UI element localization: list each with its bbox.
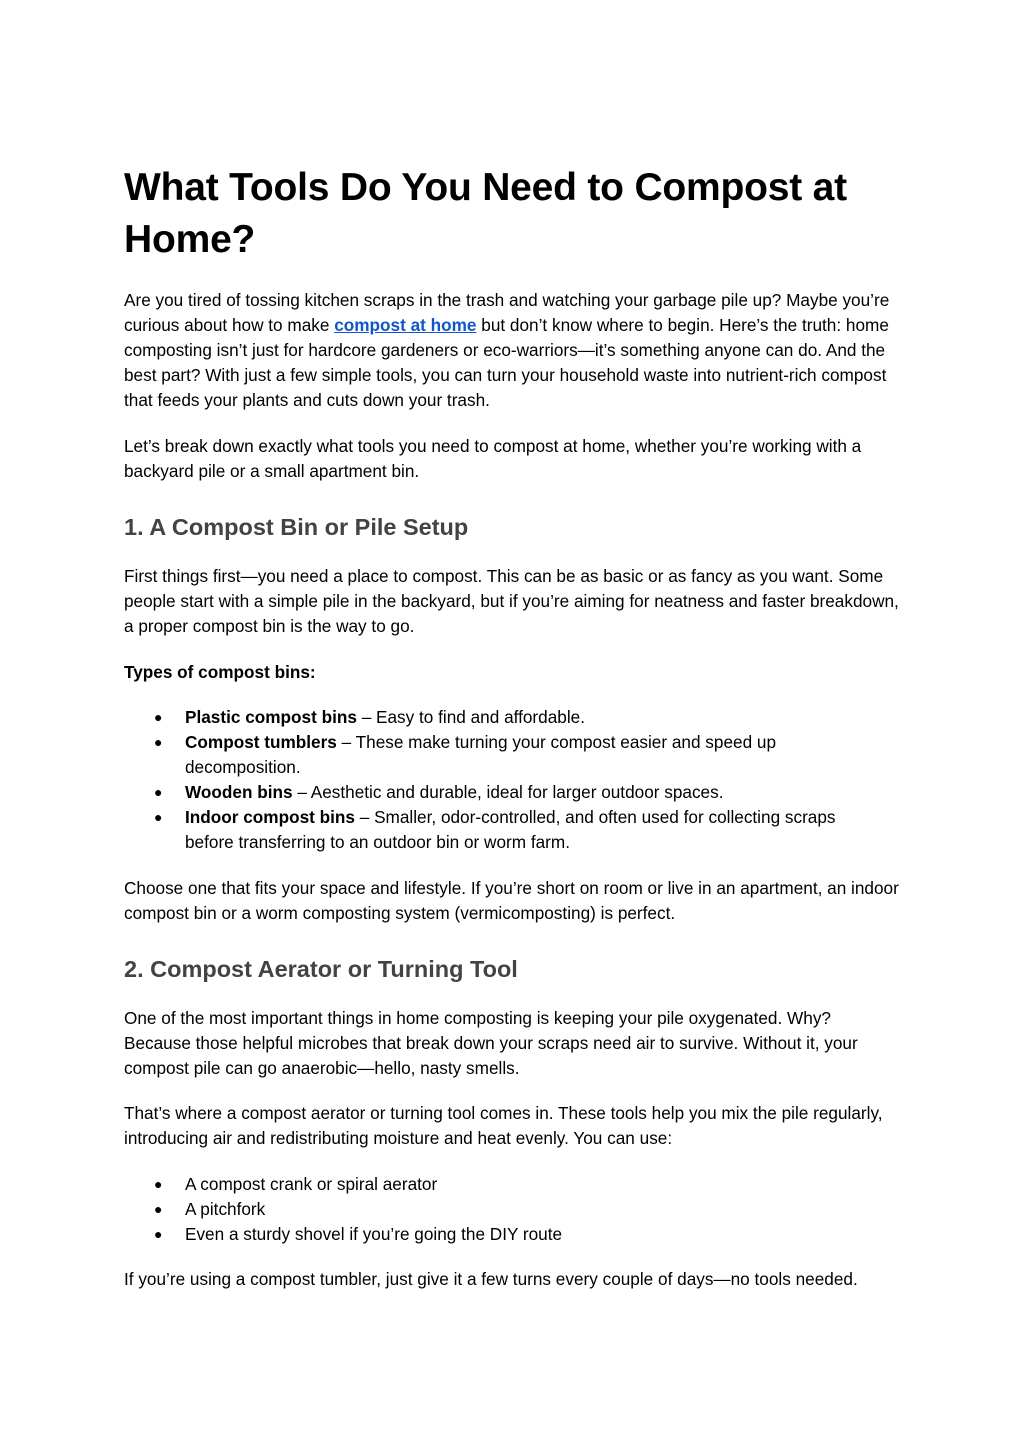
section-2-paragraph-2: That’s where a compost aerator or turning tool comes in. These tools help you mix the pile regularly, introducing air and redistributing moisture and heat evenly. You can use: — [124, 1103, 883, 1148]
section-2-paragraph-1: One of the most important things in home composting is keeping your pile oxygenated. Why? Because those helpful microbes that break down your scraps need air to survive. Without it, your compost pile can go anaerobic—hello, nasty smells. — [124, 1008, 858, 1078]
list-item — [124, 805, 900, 855]
bullet-icon: ● — [154, 709, 163, 725]
bullet-icon: ● — [154, 809, 163, 825]
list-item-text: A compost crank or spiral aerator — [185, 1174, 438, 1194]
bullet-icon: ● — [154, 784, 163, 800]
intro-text-before-link: Are you tired of tossing kitchen scraps in the trash and watching your garbage pile up? Maybe you’re curious about how to make — [124, 290, 890, 335]
bullet-icon: ● — [154, 1226, 163, 1242]
list-item-term: Plastic compost bins — [185, 707, 357, 727]
turning-tools-list — [124, 1172, 900, 1247]
list-item-term: Compost tumblers — [185, 732, 337, 752]
section-2-closing: If you’re using a compost tumbler, just give it a few turns every couple of days—no tools needed. — [124, 1269, 858, 1289]
page-title: What Tools Do You Need to Compost at Home? — [124, 166, 847, 261]
compost-at-home-link[interactable]: compost at home — [334, 315, 477, 335]
list-item-term: Wooden bins — [185, 782, 293, 802]
list-item — [124, 1197, 900, 1222]
list-item-term: Indoor compost bins — [185, 807, 355, 827]
bin-types-list — [124, 705, 900, 855]
intro-paragraph-2: Let’s break down exactly what tools you need to compost at home, whether you’re working with a backyard pile or a small apartment bin. — [124, 436, 862, 481]
list-item-text: A pitchfork — [185, 1199, 266, 1219]
section-1-closing: Choose one that fits your space and lifestyle. If you’re short on room or live in an apartment, an indoor compost bin or a worm composting system (vermicomposting) is perfect. — [124, 878, 899, 923]
list-item-description: – Easy to find and affordable. — [356, 707, 585, 727]
intro-text-after-link: but don’t know where to begin. Here’s the truth: home composting isn’t just for hardcore gardeners or eco-warriors—it’s something anyone can do. And the best part? With just a few simple tools, you can turn your household waste into nutrient-rich compost that feeds your plants and cuts down your trash. — [124, 315, 889, 410]
section-2-heading: 2. Compost Aerator or Turning Tool — [124, 956, 518, 982]
intro-paragraph — [124, 288, 900, 413]
list-item — [124, 1172, 900, 1197]
list-item — [124, 730, 900, 780]
bullet-icon: ● — [154, 734, 163, 750]
section-1-heading: 1. A Compost Bin or Pile Setup — [124, 514, 469, 540]
list-item-description: – These make turning your compost easier and speed up decomposition. — [185, 732, 777, 777]
list-item — [124, 705, 900, 730]
bin-types-label: Types of compost bins: — [124, 662, 316, 682]
list-item — [124, 780, 900, 805]
list-item-description: – Smaller, odor-controlled, and often used for collecting scraps before transferring to an outdoor bin or worm farm. — [185, 807, 836, 852]
section-1-paragraph: First things first—you need a place to compost. This can be as basic or as fancy as you want. Some people start with a simple pile in the backyard, but if you’re aiming for neatness and faster breakdown, a proper compost bin is the way to go. — [124, 566, 899, 636]
bullet-icon: ● — [154, 1176, 163, 1192]
list-item-description: – Aesthetic and durable, ideal for larger outdoor spaces. — [292, 782, 724, 802]
list-item — [124, 1222, 900, 1247]
list-item-text: Even a sturdy shovel if you’re going the DIY route — [185, 1224, 563, 1244]
bullet-icon: ● — [154, 1201, 163, 1217]
